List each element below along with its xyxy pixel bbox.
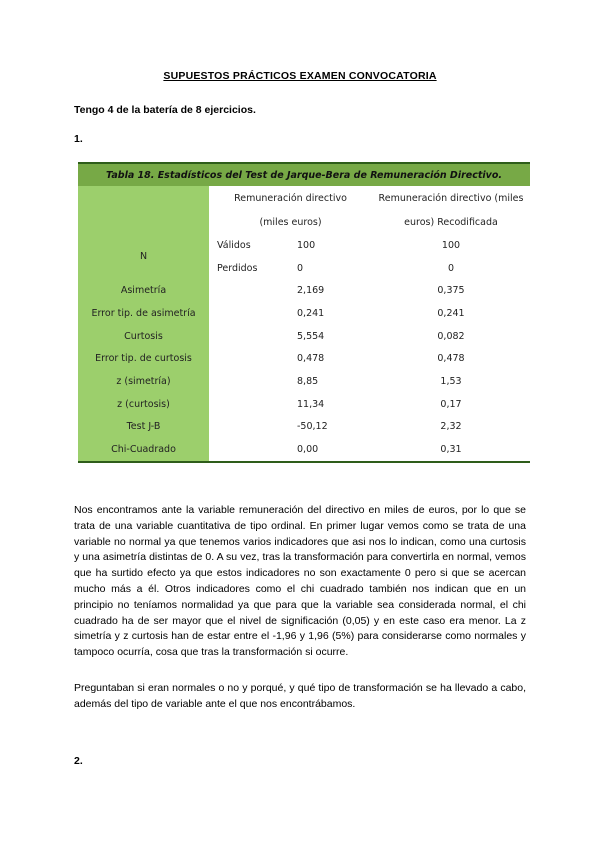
row-label: Error tip. de asimetría	[78, 302, 209, 325]
row-value-original: 5,554	[281, 325, 372, 348]
row-value-original: 0,241	[281, 302, 372, 325]
row-label: Test J-B	[78, 416, 209, 439]
row-sublabel	[209, 279, 281, 302]
row-sublabel	[209, 302, 281, 325]
row-value-recoded: 0	[372, 257, 530, 280]
row-value-recoded: 2,32	[372, 416, 530, 439]
table-caption-row	[78, 163, 530, 186]
n-label: N	[78, 234, 209, 279]
row-sublabel	[209, 325, 281, 348]
header-empty-cell	[78, 210, 209, 234]
table-row	[78, 393, 530, 416]
table-row	[78, 279, 530, 302]
row-value-recoded: 100	[372, 234, 530, 257]
intro-text: Tengo 4 de la batería de 8 ejercicios.	[74, 104, 256, 116]
table-caption: Tabla 18. Estadísticos del Test de Jarque-Bera de Remuneración Directivo.	[78, 163, 530, 186]
row-value-recoded: 0,375	[372, 279, 530, 302]
row-value-original: 2,169	[281, 279, 372, 302]
row-label: Error tip. de curtosis	[78, 347, 209, 370]
row-sublabel	[209, 370, 281, 393]
row-sublabel	[209, 393, 281, 416]
row-value-recoded: 0,241	[372, 302, 530, 325]
row-value-original: 0	[281, 257, 372, 280]
row-value-recoded: 0,082	[372, 325, 530, 348]
table-row	[78, 347, 530, 370]
row-value-recoded: 1,53	[372, 370, 530, 393]
col1-header-line1: Remuneración directivo	[209, 186, 372, 210]
row-value-recoded: 0,31	[372, 438, 530, 462]
row-value-original: -50,12	[281, 416, 372, 439]
row-value-original: 0,478	[281, 347, 372, 370]
row-sublabel: Válidos	[209, 234, 281, 257]
table-row	[78, 302, 530, 325]
question-note-paragraph: Preguntaban si eran normales o no y porqué, y qué tipo de transformación se ha llevado a cabo, además del tipo de variable ante el que nos encontrábamos.	[74, 682, 526, 710]
question-2-number: 2.	[74, 755, 83, 767]
row-label: z (simetría)	[78, 370, 209, 393]
row-sublabel: Perdidos	[209, 257, 281, 280]
question-1-number: 1.	[74, 133, 83, 145]
row-label: Asimetría	[78, 279, 209, 302]
row-value-original: 8,85	[281, 370, 372, 393]
row-label: Curtosis	[78, 325, 209, 348]
row-label: Chi-Cuadrado	[78, 438, 209, 462]
table-row	[78, 438, 530, 462]
table-row	[78, 416, 530, 439]
table-header-row-1	[78, 186, 530, 210]
header-empty-cell	[78, 186, 209, 210]
row-value-original: 100	[281, 234, 372, 257]
table-header-row-2	[78, 210, 530, 234]
col1-header-line2: (miles euros)	[209, 210, 372, 234]
row-label: z (curtosis)	[78, 393, 209, 416]
table-row	[78, 370, 530, 393]
jarque-bera-table	[78, 162, 530, 463]
col2-header-line1: Remuneración directivo (miles	[372, 186, 530, 210]
row-value-recoded: 0,478	[372, 347, 530, 370]
table-row	[78, 234, 530, 257]
row-value-original: 0,00	[281, 438, 372, 462]
col2-header-line2: euros) Recodificada	[372, 210, 530, 234]
row-sublabel	[209, 416, 281, 439]
row-value-original: 11,34	[281, 393, 372, 416]
table-row	[78, 325, 530, 348]
row-sublabel	[209, 438, 281, 462]
row-value-recoded: 0,17	[372, 393, 530, 416]
page-title: SUPUESTOS PRÁCTICOS EXAMEN CONVOCATORIA	[163, 70, 437, 82]
row-sublabel	[209, 347, 281, 370]
analysis-paragraph: Nos encontramos ante la variable remuneración del directivo en miles de euros, por lo que se trata de una variable cuantitativa de tipo ordinal. En primer lugar vemos como se trata de una variable no normal ya que tenemos varios indicadores que asi nos lo indican, como una curtosis y una asimetría distintas de 0. A su vez, tras la transformación para convertirla en normal, vemos que ha surtido efecto ya que estos indicadores no son exactamente 0 pero si que se acercan mucho más a él. Otros indicadores como el chi cuadrado también nos indican que en un principio no teníamos normalidad ya que para que la variable sea considerada normal, el chi cuadrado ha de ser mayor que el nivel de significación (0,05) y en este caso era menor. La z simetría y z curtosis han de estar entre el -1,96 y 1,96 (5%) para considerarse como normales y tampoco ocurría, cosa que tras la transformación si ocurre.	[74, 504, 526, 659]
